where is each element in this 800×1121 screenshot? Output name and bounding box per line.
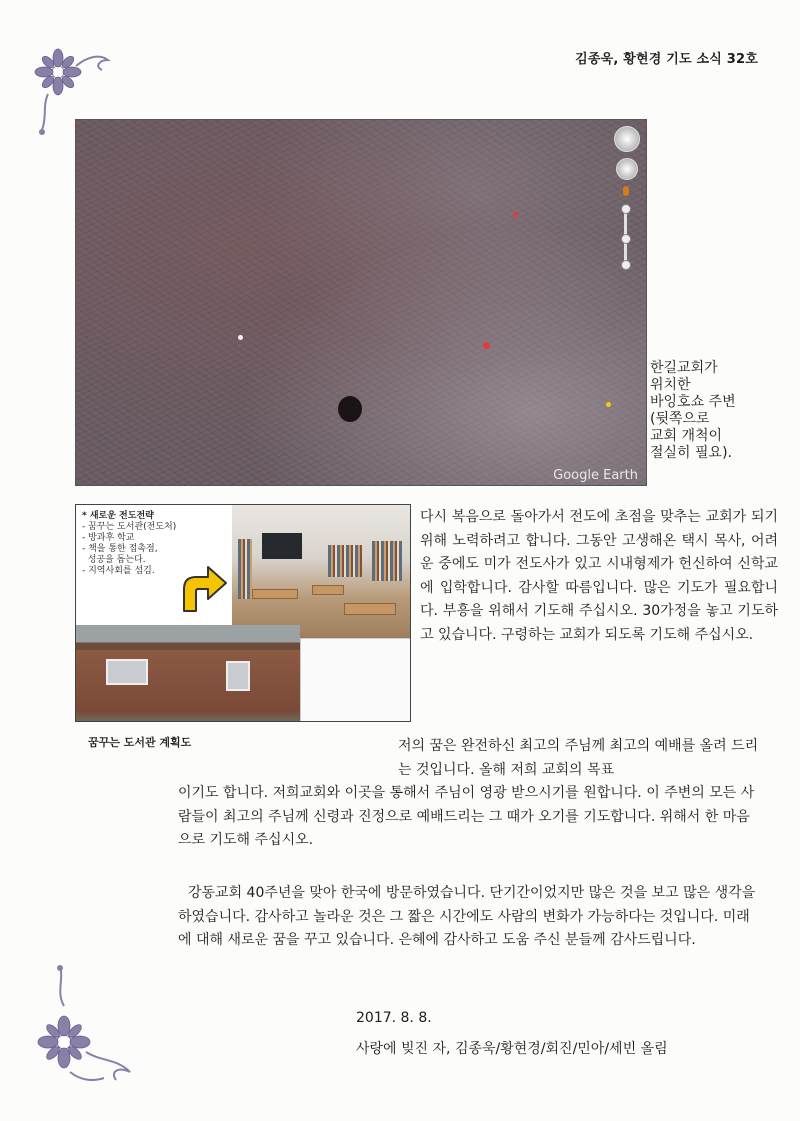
blank-panel (300, 638, 411, 722)
library-interior-render (232, 505, 410, 638)
street-view-icon[interactable] (623, 186, 629, 196)
paragraph-dream-rest: 이기도 합니다. 저희교회와 이곳을 통해서 주님이 영광 받으시기를 원합니다. 이 주변의 모든 사람들이 최고의 주님께 신령과 진정으로 예배드리는 그 때가 오기를 기도합니다. 위해서 한 마음으로 기도해 주십시오. (178, 785, 755, 848)
strategy-heading: * 새로운 전도전략 (82, 511, 154, 521)
plan-caption: 꿈꾸는 도서관 계획도 (88, 736, 192, 749)
paragraph-evangelism: 다시 복음으로 돌아가서 전도에 초점을 맞추는 교회가 되기 위해 노력하려고 합니다. 그동안 고생해온 택시 목사, 어려운 중에도 미가 전도사가 있고 시내형제가 헌신하여 신학교에 입학합니다. 감사할 따름입니다. 많은 기도가 필요합니다. 부흥을 위해서 기도해 주십시오. 30가정을 놓고 기도하고 있습니다. 구령하는 교회가 되도록 기도해 주십시오. (420, 509, 778, 643)
map-caption-line: 위치한 (650, 377, 691, 393)
strategy-item: 성공을 돕는다. (82, 555, 146, 565)
strategy-item: - 방과후 학교 (82, 533, 135, 543)
dark-area (338, 396, 362, 422)
library-building-photo (76, 625, 300, 721)
map-caption-line: 절실히 필요). (650, 445, 732, 461)
newsletter-title: 김종욱, 황현경 기도 소식 32호 (575, 52, 758, 67)
strategy-item: - 꿈꾸는 도서관(전도처) (82, 522, 177, 532)
arrow-icon (176, 563, 228, 619)
zoom-out-icon[interactable] (621, 260, 631, 270)
map-caption (650, 360, 785, 462)
strategy-item: - 책을 통한 접촉점, (82, 544, 158, 554)
location-marker (513, 212, 518, 217)
letter-date: 2017. 8. 8. (356, 1010, 432, 1026)
aerial-map-image (75, 119, 647, 486)
location-marker (238, 335, 243, 340)
location-marker (483, 342, 490, 349)
map-caption-line: 바잉호쇼 주변 (650, 394, 736, 410)
paragraph-visit: 강동교회 40주년을 맞아 한국에 방문하였습니다. 단기간이었지만 많은 것을 보고 많은 생각을 하였습니다. 감사하고 놀라운 것은 그 짧은 시간에도 사람의 변화가 가능하다는 것입니다. 미래에 대해 새로운 꿈을 꾸고 있습니다. 은혜에 감사하고 도움 주신 분들께 감사드립니다. (178, 885, 756, 948)
google-earth-watermark: Google Earth (553, 468, 638, 483)
map-caption-line: 한길교회가 (650, 360, 718, 376)
zoom-in-icon[interactable] (621, 204, 631, 214)
map-navigate-control[interactable] (614, 126, 640, 152)
strategy-item: - 지역사회를 섬김. (82, 566, 155, 576)
library-plan-image (75, 504, 411, 722)
location-marker (606, 402, 611, 407)
paragraph-dream (178, 735, 760, 853)
map-caption-line: 교회 개척이 (650, 428, 723, 444)
letter-signoff: 사랑에 빚진 자, 김종욱/황현경/회진/민아/세빈 올림 (356, 1041, 668, 1057)
map-caption-line: (뒷쪽으로 (650, 411, 710, 427)
zoom-slider-handle[interactable] (621, 234, 631, 244)
floral-ornament-bottom (30, 962, 140, 1092)
map-rotate-control[interactable] (616, 158, 638, 180)
paragraph-dream-first: 저의 꿈은 완전하신 최고의 주님께 최고의 예배를 올려 드리는 것입니다. 올해 저희 교회의 목표 (398, 738, 759, 778)
